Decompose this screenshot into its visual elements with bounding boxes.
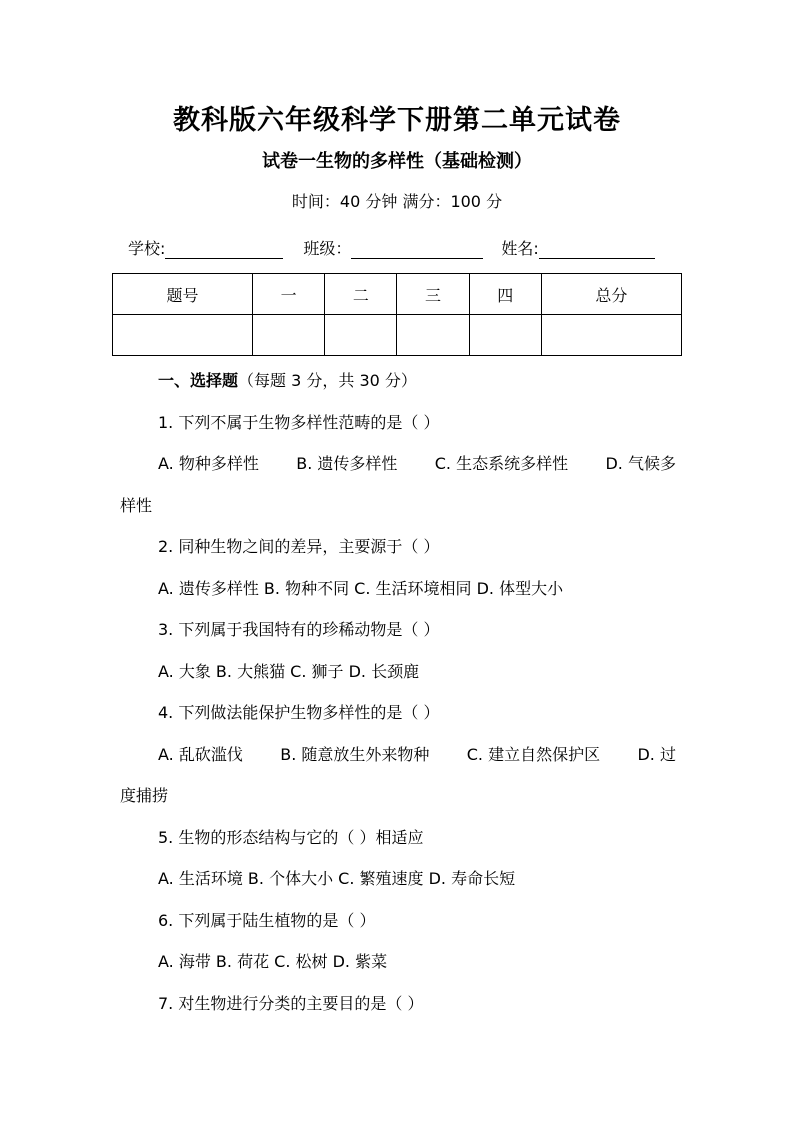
student-info-fields (128, 236, 688, 259)
option: C. 生态系统多样性 (434, 454, 569, 473)
option-line: A. 海带 B. 荷花 C. 松树 D. 紫菜 (158, 952, 388, 971)
score-header-cell: 四 (469, 274, 541, 315)
option: C. 建立自然保护区 (466, 744, 601, 764)
section-note: （每题 3 分，共 30 分） (238, 371, 417, 390)
option: B. 随意放生外来物种 (280, 744, 430, 764)
section-title: 一、选择题 (158, 371, 239, 390)
score-header-cell: 二 (325, 274, 397, 315)
class-label: 班级： (303, 239, 352, 258)
option-continuation: 度捕捞 (120, 786, 169, 805)
question-text: 2. 同种生物之间的差异，主要源于（ ） (158, 537, 440, 556)
option-continuation: 样性 (120, 495, 153, 515)
score-table-blank-row (113, 315, 682, 356)
option: B. 遗传多样性 (296, 454, 398, 473)
option-line: A. 生活环境 B. 个体大小 C. 繁殖速度 D. 寿命长短 (158, 869, 516, 888)
option: A. 乱砍滥伐 (158, 744, 243, 764)
question-text: 6. 下列属于陆生植物的是（ ） (158, 910, 376, 930)
score-cell[interactable] (541, 315, 681, 356)
score-cell[interactable] (469, 315, 541, 356)
question-text: 3. 下列属于我国特有的珍稀动物是（ ） (158, 620, 440, 639)
option-line: A. 大象 B. 大熊猫 C. 狮子 D. 长颈鹿 (158, 661, 420, 681)
name-label: 姓名: (501, 239, 539, 258)
question-text: 5. 生物的形态结构与它的（ ）相适应 (158, 827, 424, 847)
score-cell[interactable] (397, 315, 469, 356)
option-line (120, 443, 690, 485)
score-cell[interactable] (253, 315, 325, 356)
score-header-cell: 题号 (113, 274, 253, 315)
school-blank[interactable] (165, 240, 283, 259)
score-table-header-row (113, 274, 682, 315)
name-blank[interactable] (539, 240, 655, 259)
score-cell[interactable] (325, 315, 397, 356)
section-heading (120, 360, 690, 402)
score-header-cell: 三 (397, 274, 469, 315)
score-table (112, 273, 682, 356)
score-cell[interactable] (113, 315, 253, 356)
exam-title: 教科版六年级科学下册第二单元试卷 (173, 105, 621, 136)
school-label: 学校: (128, 239, 166, 258)
exam-subtitle: 试卷一生物的多样性（基础检测） (262, 151, 532, 172)
exam-time-and-score: 时间：40 分钟 满分：100 分 (291, 192, 503, 211)
score-header-cell: 一 (253, 274, 325, 315)
option: A. 物种多样性 (158, 454, 259, 473)
option: D. 过 (637, 744, 676, 764)
class-blank[interactable] (351, 240, 483, 259)
question-text: 1. 下列不属于生物多样性范畴的是（ ） (158, 412, 440, 432)
score-header-cell: 总分 (541, 274, 681, 315)
option: D. 气候多 (605, 454, 676, 473)
option-line: A. 遗传多样性 B. 物种不同 C. 生活环境相同 D. 体型大小 (158, 578, 564, 598)
questions-section (120, 360, 690, 1024)
question-text: 7. 对生物进行分类的主要目的是（ ） (158, 993, 424, 1013)
option-line (120, 734, 690, 776)
question-text: 4. 下列做法能保护生物多样性的是（ ） (158, 703, 440, 722)
